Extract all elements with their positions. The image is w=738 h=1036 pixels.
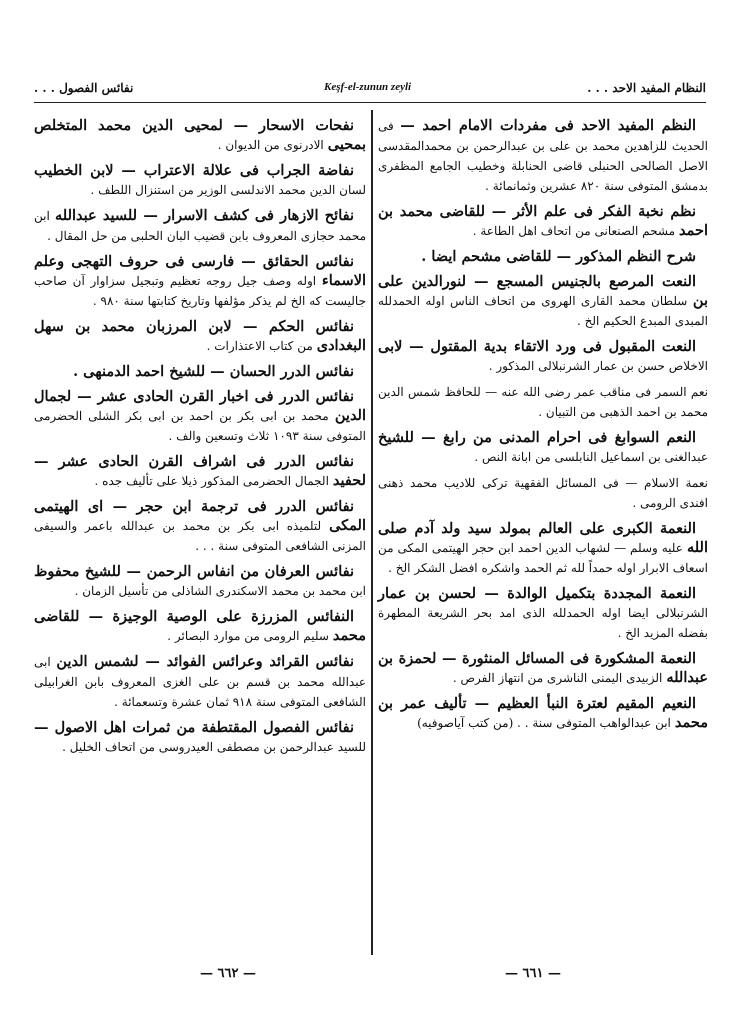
bibliography-entry [34, 718, 366, 757]
bibliography-entry [378, 519, 708, 578]
entry-description: نعم السمر فى مناقب عمر رضى الله عنه — للحافظ شمس الدين محمد بن احمد الذهبى من التبيان . [378, 385, 708, 419]
entry-description: محمد بن ابى بكر بن احمد بن ابى بكر الشلى الحضرمى المتوفى سنة ١٠٩٣ ثلاث وتسعين والف . [34, 409, 366, 443]
entry-title: النعيم المقيم لعترة النبأ العظيم — تأليف عمر بن محمد [378, 695, 708, 731]
entry-title: نفائس الحقائق — فارسى فى حروف التهجى وعلم الاسماء [34, 253, 366, 289]
entry-description: سلطان محمد القارى الهروى من اتحاف الناس اوله الحمدلله المبدى المبدع الحكيم الخ . [378, 294, 708, 328]
entry-description: الجمال الحضرمى المذكور ذيلا على تأليف جده . [94, 474, 329, 488]
entry-description: اوله وصف جيل روجه تعظيم وتبجيل سزاوار آن صاحب جاليست كه الخ لم يذكر مؤلفها وتاريخ كتابتها سنة ٩٨٠ . [34, 274, 366, 308]
entry-title: نفائح الازهار فى كشف الاسرار — للسيد عبدالله [55, 207, 354, 224]
page-number-left: — ٦٦٢ — [200, 966, 257, 981]
entry-description: ابن محمد حجازى المعروف بابن قضيب البان الحلبى من حل المقال . [34, 209, 366, 243]
entry-title: النفائس المزرزة على الوصية الوجيزة — للقاضى محمد [34, 608, 366, 644]
entry-title: النعت المقبول فى ورد الاتقاء بدية المقتول — لابى [378, 338, 696, 355]
entry-title: نفائس الدرر فى اشراف القرن الحادى عشر — لحفيد [34, 453, 366, 489]
entry-description: عبدالغنى بن اسماعيل النابلسى من ابانة النص . [474, 450, 708, 464]
entry-title: النعمة الكبرى على العالم بمولد سيد ولد آدم صلى الله [378, 520, 709, 556]
entry-title: النظم المفيد الاحد فى مفردات الامام احمد — [400, 117, 696, 134]
entry-description: ابن محمد بن محمد الاسكندرى الشاذلى من تأسيل الزمان . [74, 584, 366, 598]
entry-description: ابن عبدالواهب المتوفى سنة . . (من كتب آياصوفيه) [417, 716, 671, 730]
entry-title: نفائس العرفان من انفاس الرحمن — للشيخ محفوظ [34, 563, 354, 580]
bibliography-entry [34, 387, 366, 446]
bibliography-entry [34, 317, 366, 356]
bibliography-entry [378, 272, 708, 331]
entry-title: نفائس الحكم — لابن المرزبان محمد بن سهل البغدادى [34, 318, 366, 354]
bibliography-entry [378, 649, 708, 688]
entry-description: من كتاب الاعتذارات . [206, 339, 313, 353]
entry-title: نفائس الدرر الحسان — للشيخ احمد الدمنهى . [73, 363, 354, 380]
entry-description: لتلميذه ابى بكر بن محمد بن عبدالله باعمر والسيفى المزنى الشافعى المتوفى سنة . . . [34, 519, 366, 553]
entry-title: نظم نخبة الفكر فى علم الأثر — للقاضى محمد بن احمد [378, 203, 708, 239]
right-column [378, 116, 708, 739]
bibliography-entry [34, 652, 366, 712]
bibliography-entry [34, 562, 366, 601]
bibliography-entry [378, 116, 708, 196]
entry-description: فى الحديث للزاهدين محمد بن على بن عبدالرحمن بن محمدالمقدسى الاصل الصالحى الحنبلى قاضى الحنابلة وخطيب الجامع المظفرى بدمشق المتوفى سنة ٨٢٠ عشرين وثمانمائة . [378, 119, 708, 193]
bibliography-entry [378, 694, 708, 733]
bibliography-entry [378, 428, 708, 467]
entry-description: للسيد عبدالرحمن بن مصطفى العيدروسى من اتحاف الخليل . [62, 740, 366, 754]
bibliography-entry [34, 497, 366, 556]
page-number-right: — ٦٦١ — [505, 966, 562, 981]
entry-title: نفائس الدرر فى ترجمة ابن حجر — اى الهيتمى المكى [34, 498, 366, 534]
column-divider [371, 110, 373, 955]
bibliography-entry [34, 452, 366, 491]
header-right-title: النظام المفيد الاحد . . . [587, 81, 706, 95]
entry-title: نفائس القرائد وعرائس الفوائد — لشمس الدين [56, 653, 354, 670]
header-center-title: Keşf-el-zunun zeyli [324, 81, 412, 93]
entry-title: نفحات الاسحار — لمحيى الدين محمد المتخلص بمحيى [34, 117, 366, 153]
header-left-title: نفائس الفصول . . . [34, 81, 134, 95]
bibliography-entry [378, 382, 708, 422]
entry-description: سليم الرومى من موارد البصائر . [167, 629, 329, 643]
entry-title: شرح النظم المذكور — للقاضى مشحم ايضا . [421, 248, 696, 265]
entry-title: النعمة المجددة بتكميل الوالدة — لحسن بن عمار [378, 585, 696, 602]
page-header [34, 78, 706, 103]
entry-description: الزبيدى اليمنى الناشرى من انتهاز الفرص . [452, 671, 663, 685]
bibliography-entry [34, 206, 366, 246]
entry-title: النعت المرصع بالجنيس المسجع — لنورالدين على بن [378, 273, 708, 309]
bibliography-entry [34, 161, 366, 200]
bibliography-entry [34, 116, 366, 155]
bibliography-entry [34, 252, 366, 311]
entry-title: نفائس الدرر فى اخبار القرن الحادى عشر — لجمال الدين [34, 388, 367, 424]
entry-description: عليه وسلم — لشهاب الدين احمد ابن حجر الهيتمى المكى من اسعاف الابرار اوله حمداً لله ثم الحمد واشكره افضل الشكر الخ . [378, 541, 708, 575]
left-column [34, 116, 366, 763]
entry-description: مشحم الصنعانى من اتحاف اهل الطاعة . [472, 224, 676, 238]
bibliography-entry [34, 362, 366, 381]
entry-description: الادرنوى من الديوان . [217, 138, 324, 152]
entry-title: النعم السوابغ فى احرام المدنى من رابغ — للشيخ [378, 429, 696, 446]
entry-title: النعمة المشكورة فى المسائل المنثورة — لحمزة بن عبدالله [378, 650, 708, 686]
entry-title: نفائس الفصول المقتطفة من ثمرات اهل الاصول — [34, 719, 354, 736]
entry-title: نفاضة الجراب فى علالة الاعتراب — لابن الخطيب [34, 162, 354, 179]
entry-description: الاخلاص حسن بن عمار الشرنبلالى المذكور . [488, 359, 708, 373]
entry-description: الشرنبلالى ايضا اوله الحمدلله الذى امد بحر الشريعة المطهرة بفضله المزيد الخ . [378, 606, 708, 640]
entry-description: لسان الدين محمد الاندلسى الوزير من استنزال اللطف . [90, 183, 366, 197]
bibliography-entry [378, 584, 708, 643]
bibliography-entry [378, 202, 708, 241]
bibliography-entry [34, 607, 366, 646]
bibliography-entry [378, 337, 708, 376]
entry-description: ابى عبدالله محمد بن قسم بن على الغزى المعروف بابن الغرابيلى الشافعى المتوفى سنة ٩١٨ ثمان عشرة وتسعمائة . [34, 655, 366, 709]
bibliography-entry [378, 473, 708, 513]
bibliography-entry [378, 247, 708, 266]
entry-description: نعمة الاسلام — فى المسائل الفقهية تركى للاديب محمد ذهنى افندى الرومى . [378, 476, 708, 510]
